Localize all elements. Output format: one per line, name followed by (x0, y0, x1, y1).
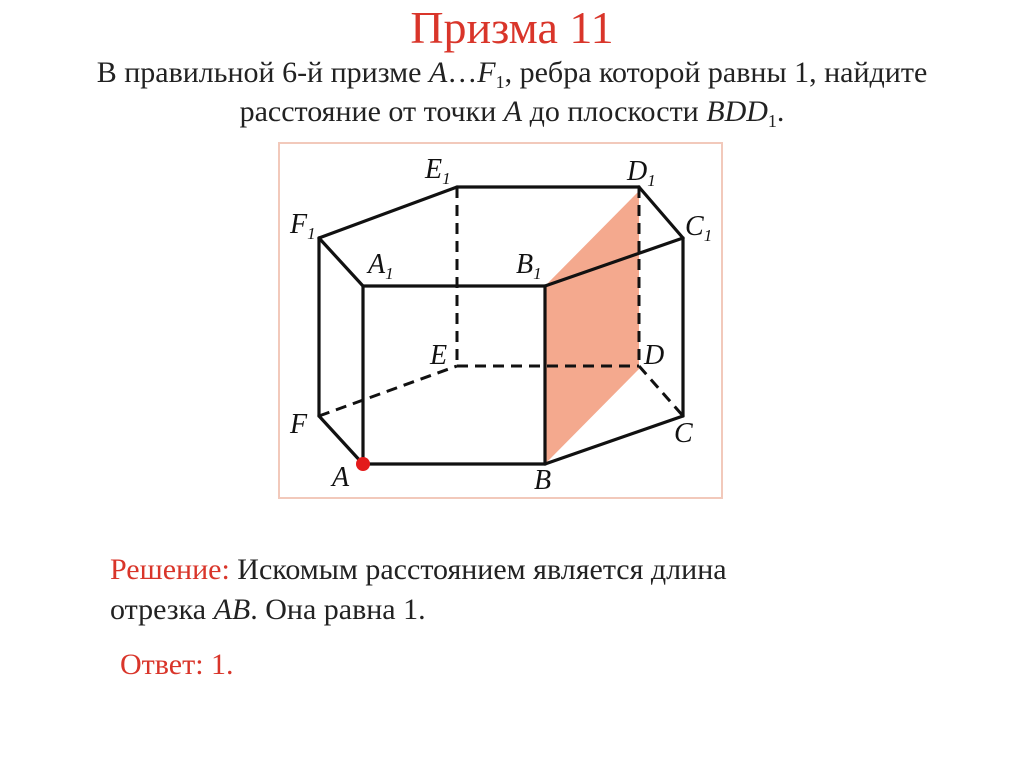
edge-f-e (319, 366, 457, 416)
solution-label: Решение: (110, 553, 230, 586)
edge-d1-c1 (639, 187, 683, 238)
point-a-marker (356, 457, 370, 471)
solution-block (110, 550, 910, 630)
label-c: C (674, 418, 693, 449)
problem-text: , ребра которой равны 1, найдите (504, 56, 928, 89)
problem-text: . (776, 95, 785, 128)
ellipsis: … (447, 56, 478, 89)
label-d1: $D_1$ (627, 156, 656, 190)
prism-end-vertex: F (477, 56, 496, 89)
point-a: A (503, 95, 523, 128)
solution-line-2 (110, 590, 910, 630)
label-f1: $F_1$ (290, 209, 316, 243)
label-a: A (332, 462, 350, 493)
solution-text: . Она равна 1. (250, 593, 426, 626)
solution-text: отрезка (110, 593, 214, 626)
plane-name: BDD (706, 95, 768, 128)
problem-text: расстояние от точки (239, 95, 504, 128)
problem-statement (20, 53, 1004, 131)
solution-text: Искомым расстоянием является длина (229, 553, 727, 586)
label-e1: $E_1$ (425, 154, 451, 188)
answer: Ответ: 1. (120, 648, 234, 681)
edge-f1-e1 (319, 187, 457, 238)
label-a1: $A_1$ (368, 249, 394, 283)
prism-start-vertex: A (428, 56, 448, 89)
problem-text: до плоскости (522, 95, 707, 128)
prism-diagram (278, 142, 723, 499)
section-plane-bdd1 (545, 191, 639, 464)
edge-d-c (639, 366, 683, 416)
label-b1: $B_1$ (516, 249, 542, 283)
edge-a1-f1 (319, 238, 363, 286)
segment-ab: AB (213, 593, 251, 626)
label-e: E (430, 340, 448, 371)
prism-end-subscript: 1 (495, 72, 505, 92)
label-b: B (534, 465, 552, 496)
slide-title: Призма 11 (410, 2, 614, 53)
edge-f-a (319, 416, 363, 464)
label-f: F (290, 409, 308, 440)
solution-line-1 (110, 550, 910, 590)
label-c1: $C_1$ (685, 211, 713, 245)
problem-text: В правильной 6-й призме (96, 56, 429, 89)
problem-line-1 (20, 53, 1004, 92)
problem-line-2 (20, 92, 1004, 131)
plane-subscript: 1 (767, 111, 777, 131)
label-d: D (644, 340, 665, 371)
